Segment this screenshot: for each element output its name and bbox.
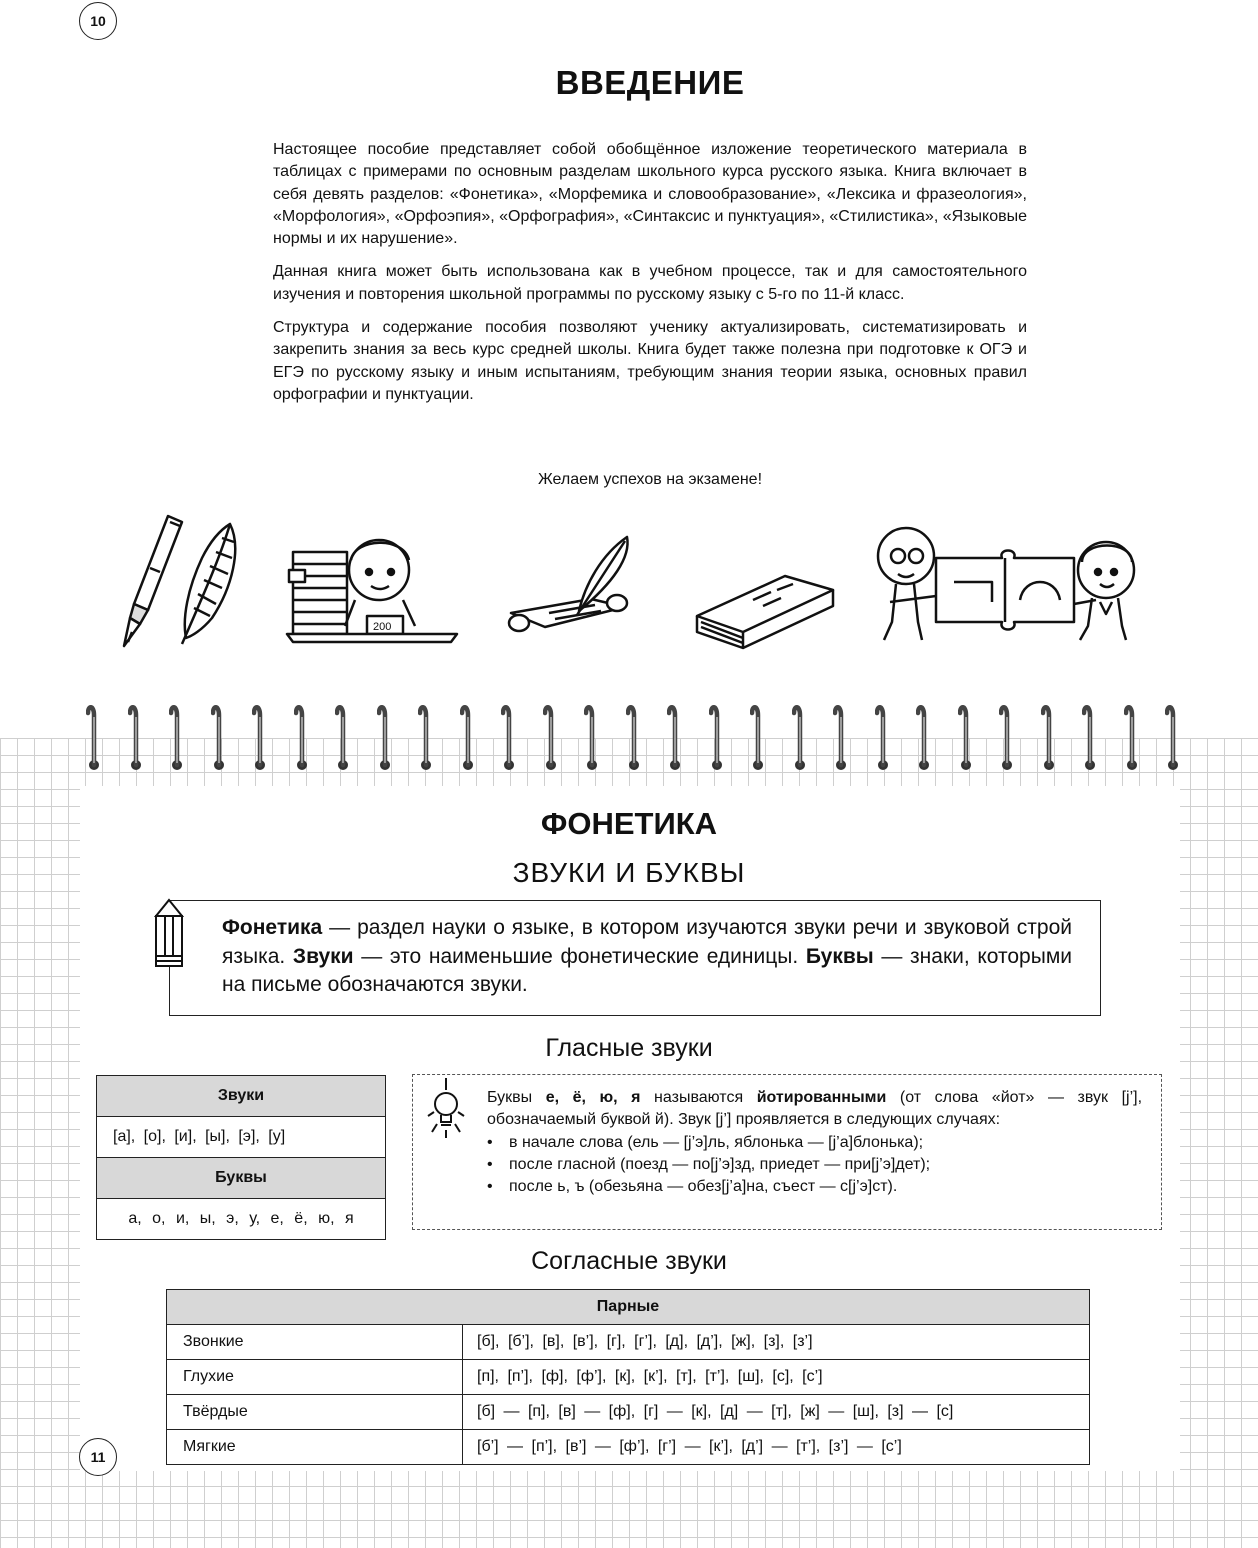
binder-ring (377, 703, 393, 773)
table-row (167, 1395, 1090, 1430)
page-number-bottom: 11 (79, 1438, 117, 1476)
table-row (167, 1360, 1090, 1395)
note-bullet-2: • после гласной (поезд — по[j’э]зд, приедет — при[j’э]дет); (487, 1154, 1142, 1176)
intro-paragraph-1: Настоящее пособие представляет собой обобщённое изложение теоретического материала в таблицах с примерами по основным разделам школьного курса русского языка. Книга включает в себя девять разделов: «Фонетика», «Морфемика и словообразование», «Лексика и фразеология», «Морфология», «Орфоэпия», «Орфография», «Синтаксис и пунктуация», «Стилистика», «Языковые нормы и их нарушение». (273, 141, 1027, 248)
note-bullet-1: • в начале слова (ель — [j’э]ль, яблонька — [j’а]блонька); (487, 1132, 1142, 1154)
definition-text (222, 914, 1072, 1000)
binder-ring (211, 703, 227, 773)
binder-ring (999, 703, 1015, 773)
book-icon (693, 570, 838, 650)
note-letters: е, ё, ю, я (545, 1089, 641, 1106)
vowels-sounds-header: Звуки (97, 1076, 386, 1117)
vowels-heading: Гласные звуки (545, 1034, 713, 1062)
binder-ring (875, 703, 891, 773)
table-row (167, 1430, 1090, 1465)
student-at-desk-icon (285, 530, 460, 645)
definition-part-1: — раздел науки о языке, в котором изучаются звуки речи и звуковой строй языка. (222, 916, 1072, 968)
binder-ring (252, 703, 268, 773)
consonants-table (166, 1289, 1090, 1465)
binder-ring (501, 703, 517, 773)
scroll-quill-icon (505, 533, 635, 643)
consonants-table-header: Парные (167, 1290, 1090, 1325)
note-bullet-3: • после ь, ъ (обезьяна — обез[j’а]на, съест — с[j’э]ст). (487, 1176, 1142, 1198)
page-number-top: 10 (79, 2, 117, 40)
binder-ring (543, 703, 559, 773)
row-label: Твёрдые (167, 1395, 463, 1430)
binder-ring (667, 703, 683, 773)
section-title: ФОНЕТИКА (540, 806, 718, 841)
binder-ring (833, 703, 849, 773)
note-term: йотированными (756, 1089, 887, 1106)
definition-part-3: — знаки, которыми на письме обозначаются звуки. (222, 944, 1072, 996)
binder-ring (626, 703, 642, 773)
vowels-letters-header: Буквы (97, 1158, 386, 1199)
binder-ring (86, 703, 102, 773)
binder-ring (750, 703, 766, 773)
row-value: [б’] — [п’], [в’] — [ф’], [г’] — [к’], [д’] — [т’], [з’] — [с’] (463, 1430, 1090, 1465)
row-label: Глухие (167, 1360, 463, 1395)
lightbulb-icon (424, 1076, 468, 1142)
intro-paragraph-3: Структура и содержание пособия позволяют ученику актуализировать, систематизировать и закрепить знания за весь курс средней школы. Книга будет также полезна при подготовке к ОГЭ и ЕГЭ по русскому языку и иным испытаниям, требующим знания теории языка, основных правил орфографии и пунктуации. (273, 319, 1027, 403)
term-sounds: Звуки (292, 944, 354, 968)
intro-text (273, 139, 1027, 417)
binder-ring (335, 703, 351, 773)
row-label: Мягкие (167, 1430, 463, 1465)
binder-ring (916, 703, 932, 773)
binder-ring (1165, 703, 1181, 773)
row-value: [п], [п’], [ф], [ф’], [к], [к’], [т], [т’], [ш], [с], [с’] (463, 1360, 1090, 1395)
binder-ring (128, 703, 144, 773)
vowels-sounds: [а], [о], [и], [ы], [э], [у] (97, 1117, 386, 1158)
binder-ring (584, 703, 600, 773)
note-paragraph: Буквы е, ё, ю, я называются йотированными (от слова «йот» — звук [j’], обозначаемый буквой й). Звук [j’] проявляется в следующих случаях: (487, 1089, 1143, 1129)
binder-ring (294, 703, 310, 773)
binder-ring (169, 703, 185, 773)
pencil-icon (152, 898, 186, 970)
term-letters: Буквы (805, 944, 874, 968)
binder-ring (958, 703, 974, 773)
ring-binder-icon (0, 0, 1258, 1)
note-text (487, 1087, 1142, 1198)
vowels-table (96, 1075, 386, 1240)
binder-ring (418, 703, 434, 773)
row-value: [б] — [п], [в] — [ф], [г] — [к], [д] — [т], [ж] — [ш], [з] — [с] (463, 1395, 1090, 1430)
binder-ring (792, 703, 808, 773)
vowels-letters: а, о, и, ы, э, у, е, ё, ю, я (97, 1199, 386, 1240)
intro-paragraph-2: Данная книга может быть использована как в учебном процессе, так и для самостоятельного изучения и повторения школьной программы по русскому языку с 5-го по 11-й класс. (273, 263, 1027, 303)
binder-ring (1124, 703, 1140, 773)
definition-part-2: — это наименьшие фонетические единицы. (353, 944, 806, 968)
section-subtitle: ЗВУКИ И БУКВЫ (512, 857, 746, 888)
quill-feather-icon (172, 518, 242, 648)
intro-title: ВВЕДЕНИЕ (555, 64, 745, 101)
binder-ring (1041, 703, 1057, 773)
term-phonetics: Фонетика (222, 916, 323, 939)
puzzle-kids-icon (870, 522, 1150, 644)
consonants-heading: Согласные звуки (531, 1247, 727, 1275)
row-label: Звонкие (167, 1325, 463, 1360)
note-list (487, 1132, 1142, 1199)
table-row (167, 1325, 1090, 1360)
svg-text:200: 200 (373, 621, 392, 633)
binder-ring (1082, 703, 1098, 773)
binder-ring (709, 703, 725, 773)
row-value: [б], [б’], [в], [в’], [г], [г’], [д], [д’], [ж], [з], [з’] (463, 1325, 1090, 1360)
wish-text: Желаем успехов на экзамене! (537, 471, 763, 488)
binder-ring (460, 703, 476, 773)
